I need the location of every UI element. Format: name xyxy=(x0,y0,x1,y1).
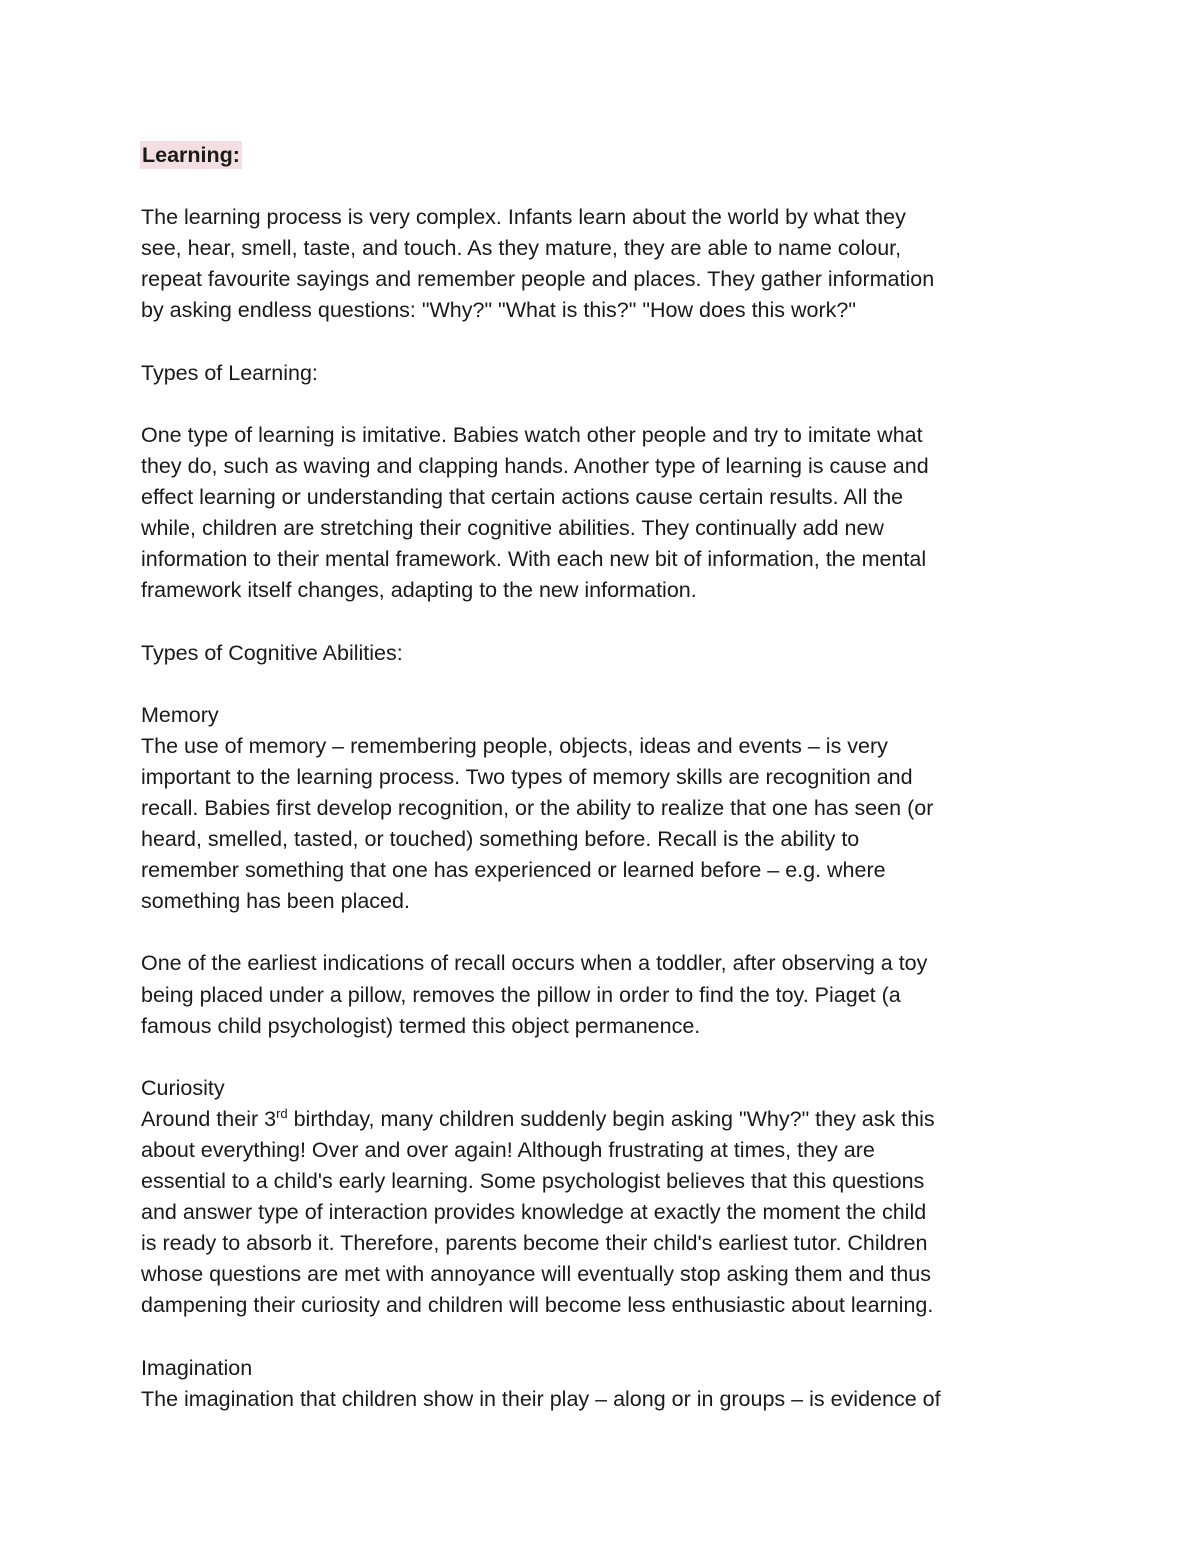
text-line: about everything! Over and over again! Although frustrating at times, they are xyxy=(141,1138,875,1162)
document-title: Learning: xyxy=(142,143,240,167)
curiosity-first-line-pre: Around their 3 xyxy=(141,1106,277,1131)
text-line: The imagination that children show in their play – along or in groups – is evidence of xyxy=(141,1386,941,1411)
curiosity-first-line-post: birthday, many children suddenly begin asking "Why?" they ask this xyxy=(287,1106,935,1131)
text-line: see, hear, smell, taste, and touch. As they mature, they are able to name colour, xyxy=(141,236,902,261)
memory-paragraph-2 xyxy=(141,948,1041,1041)
curiosity-paragraph xyxy=(141,1104,1041,1322)
text-line: heard, smelled, tasted, or touched) something before. Recall is the ability to xyxy=(141,827,860,852)
text-line: and answer type of interaction provides knowledge at exactly the moment the child xyxy=(141,1200,927,1225)
imagination-heading: Imagination xyxy=(141,1355,253,1380)
text-line: is ready to absorb it. Therefore, parents become their child's earliest tutor. Children xyxy=(141,1231,928,1256)
blank-line xyxy=(141,917,1041,948)
text-line: dampening their curiosity and children will become less enthusiastic about learning. xyxy=(141,1293,934,1318)
text-line: effect learning or understanding that certain actions cause certain results. All the xyxy=(141,485,904,510)
text-line: information to their mental framework. With each new bit of information, the mental xyxy=(141,547,927,572)
text-line: One type of learning is imitative. Babies watch other people and try to imitate what xyxy=(141,422,923,447)
text-line: famous child psychologist) termed this object permanence. xyxy=(141,1013,701,1038)
text-line: by asking endless questions: "Why?" "What is this?" "How does this work?" xyxy=(141,298,856,323)
blank-line xyxy=(141,389,1041,420)
blank-line xyxy=(141,1322,1041,1353)
text-line: being placed under a pillow, removes the pillow in order to find the toy. Piaget (a xyxy=(141,982,901,1007)
text-line: remember something that one has experienced or learned before – e.g. where xyxy=(141,858,886,883)
intro-paragraph xyxy=(141,202,1041,326)
types-of-learning-heading: Types of Learning: xyxy=(141,360,318,385)
document-page xyxy=(141,140,1041,1415)
blank-line xyxy=(141,669,1041,700)
text-line: essential to a child's early learning. Some psychologist believes that this questions xyxy=(141,1169,925,1194)
text-line xyxy=(141,1104,1041,1135)
text-line: The learning process is very complex. Infants learn about the world by what they xyxy=(141,205,906,230)
imagination-paragraph xyxy=(141,1384,1041,1415)
text-line: framework itself changes, adapting to the new information. xyxy=(141,578,697,603)
text-line: The use of memory – remembering people, objects, ideas and events – is very xyxy=(141,733,888,758)
cognitive-abilities-heading: Types of Cognitive Abilities: xyxy=(141,640,403,665)
text-line: whose questions are met with annoyance will eventually stop asking them and thus xyxy=(141,1262,931,1287)
blank-line xyxy=(141,606,1041,637)
blank-line xyxy=(141,327,1041,358)
text-line: while, children are stretching their cognitive abilities. They continually add new xyxy=(141,516,884,541)
blank-line xyxy=(141,1042,1041,1073)
text-line: important to the learning process. Two types of memory skills are recognition and xyxy=(141,764,913,789)
text-line: they do, such as waving and clapping hands. Another type of learning is cause and xyxy=(141,453,929,478)
curiosity-heading: Curiosity xyxy=(141,1075,225,1100)
memory-heading: Memory xyxy=(141,702,219,727)
types-paragraph xyxy=(141,420,1041,607)
blank-line xyxy=(141,171,1041,202)
memory-paragraph-1 xyxy=(141,731,1041,918)
text-line: recall. Babies first develop recognition, or the ability to realize that one has seen (or xyxy=(141,795,934,820)
text-line: something has been placed. xyxy=(141,889,410,914)
text-line: One of the earliest indications of recall occurs when a toddler, after observing a toy xyxy=(141,951,928,976)
ordinal-suffix: rd xyxy=(276,1105,288,1121)
text-line: repeat favourite sayings and remember people and places. They gather information xyxy=(141,267,935,292)
heading-line xyxy=(141,140,1041,171)
